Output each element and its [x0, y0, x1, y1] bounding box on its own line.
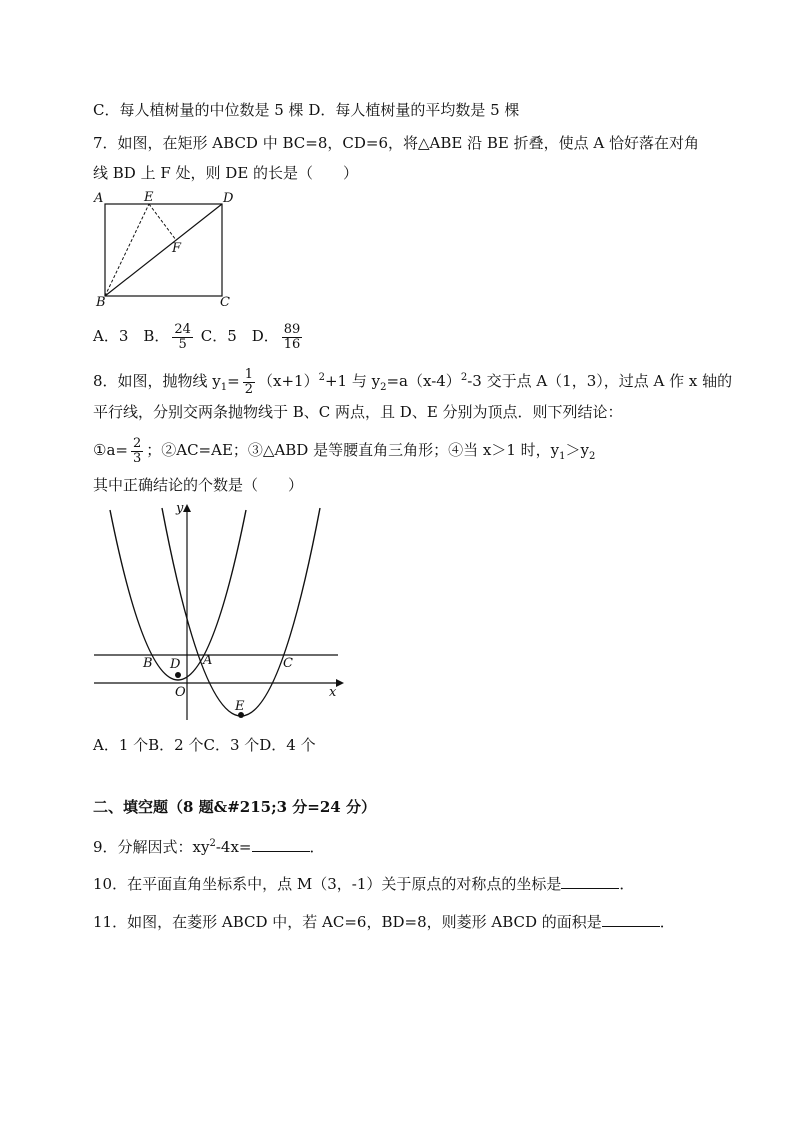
- graph-label-o: O: [175, 685, 186, 700]
- q8-half-den: 2: [244, 381, 254, 397]
- graph-label-y: y: [176, 501, 184, 516]
- y-axis-arrow: [183, 504, 191, 512]
- q8-l3-gt: ＞y: [565, 441, 589, 459]
- q7-opt-b-fraction: [172, 323, 193, 352]
- q8-options-line: [93, 735, 316, 755]
- label-d: D: [223, 191, 234, 206]
- q8-half-num: 1: [244, 366, 254, 382]
- q10-pre: 10．在平面直角坐标系中，点 M（3，-1）关于原点的对称点的坐标是: [93, 875, 562, 893]
- q9-end: ．: [309, 838, 325, 856]
- q9-line: [93, 834, 325, 857]
- q8-a-fraction: [131, 437, 143, 466]
- label-e: E: [144, 190, 154, 205]
- q7-opt-d-num: 89: [283, 321, 301, 337]
- q8-l1-pre: 8．如图，抛物线 y: [93, 372, 221, 390]
- label-c: C: [220, 295, 230, 310]
- q8-stem-line3: [93, 436, 595, 471]
- q8-l1-sub1: 1: [220, 382, 228, 393]
- section2-heading: [93, 797, 376, 817]
- q8-line2-text: 平行线，分别交两条抛物线于 B、C 两点，且 D、E 分别为顶点．则下列结论：: [93, 403, 623, 421]
- q8-l1-mid3: =a（x-4）: [386, 372, 461, 390]
- graph-label-x: x: [329, 685, 337, 700]
- diagonal-bd: [105, 204, 222, 296]
- q9-pre: 9．分解因式：xy: [93, 838, 210, 856]
- q11-line: [93, 912, 675, 932]
- q10-end: ．: [619, 875, 635, 893]
- q7-options-line: [93, 322, 305, 352]
- q8-stem-line2: [93, 402, 623, 422]
- label-a: A: [94, 191, 104, 206]
- q10-line: [93, 874, 634, 894]
- q8-l3-sub1: 1: [559, 451, 566, 462]
- q8-l3-mid: ；②AC=AE；③△ABD 是等腰直角三角形；④当 x＞1 时，y: [146, 441, 560, 459]
- q7-line1-text: 7．如图，在矩形 ABCD 中 BC=8，CD=6，将△ABE 沿 BE 折叠，使点 A 恰好落在对角: [93, 134, 699, 152]
- q7-opt-b-den: 5: [178, 336, 187, 352]
- q8-l1-mid2: +1 与 y: [324, 372, 381, 390]
- q8-line4-text: 其中正确结论的个数是（ ）: [93, 476, 304, 494]
- q7-stem-line2: [93, 163, 358, 183]
- q8-l1-eq: =: [227, 372, 240, 390]
- segment-ef: [149, 204, 176, 240]
- q7-opt-d-fraction: [282, 323, 303, 352]
- q11-answer-blank[interactable]: [602, 912, 660, 927]
- parabola-y2: [162, 508, 320, 716]
- q10-answer-blank[interactable]: [561, 874, 619, 889]
- q11-end: ．: [659, 913, 675, 931]
- graph-label-b: B: [143, 656, 153, 671]
- q8-stem-line1: [93, 364, 732, 402]
- q7-opt-b-num: 24: [174, 321, 191, 337]
- label-f: F: [172, 241, 182, 256]
- q7-opt-d-den: 16: [283, 336, 301, 352]
- graph-label-e: E: [235, 699, 245, 714]
- q8-stem-line4: [93, 475, 303, 495]
- q11-pre: 11．如图，在菱形 ABCD 中，若 AC=6，BD=8，则菱形 ABCD 的面积是: [93, 913, 602, 931]
- q8-l1-mid: （x+1）: [258, 372, 319, 390]
- q9-sup: 2: [209, 838, 216, 849]
- q6-options-line: [93, 100, 519, 120]
- q9-answer-blank[interactable]: [252, 837, 310, 852]
- q8-l1-sub2: 2: [380, 382, 387, 393]
- q8-opts-text: A．1 个B．2 个C．3 个D．4 个: [93, 736, 316, 754]
- vertex-d-dot: [175, 672, 181, 678]
- q8-l1-sup2: 2: [460, 372, 468, 383]
- q8-half-fraction: [243, 368, 255, 397]
- fold-line-be: [105, 204, 149, 296]
- q8-l1-sup1: 2: [318, 372, 325, 383]
- graph-label-c: C: [283, 656, 293, 671]
- q7-opt-a: A．3 B．: [93, 327, 170, 345]
- q8-parabola-graph: [90, 500, 350, 725]
- q8-a-den: 3: [132, 450, 142, 466]
- q8-l3-pre: ①a=: [93, 441, 128, 459]
- section2-title: 二、填空题（8 题&#215;3 分=24 分）: [93, 798, 376, 816]
- label-b: B: [96, 295, 106, 310]
- q8-l1-post: -3 交于点 A（1，3），过点 A 作 x 轴的: [467, 372, 733, 390]
- q7-stem-line1: [93, 133, 699, 153]
- q9-post: -4x=: [215, 838, 252, 856]
- graph-label-d: D: [170, 657, 181, 672]
- graph-label-a: A: [203, 653, 213, 668]
- q8-a-num: 2: [132, 435, 142, 451]
- q6-line-text: C．每人植树量的中位数是 5 棵 D．每人植树量的平均数是 5 棵: [93, 101, 520, 119]
- q7-line2-text: 线 BD 上 F 处，则 DE 的长是（ ）: [93, 164, 359, 182]
- q8-l3-sub2: 2: [588, 451, 596, 462]
- x-axis-arrow: [336, 679, 344, 687]
- q7-opt-c: C．5 D．: [195, 327, 279, 345]
- q7-rectangle-figure: [88, 190, 248, 310]
